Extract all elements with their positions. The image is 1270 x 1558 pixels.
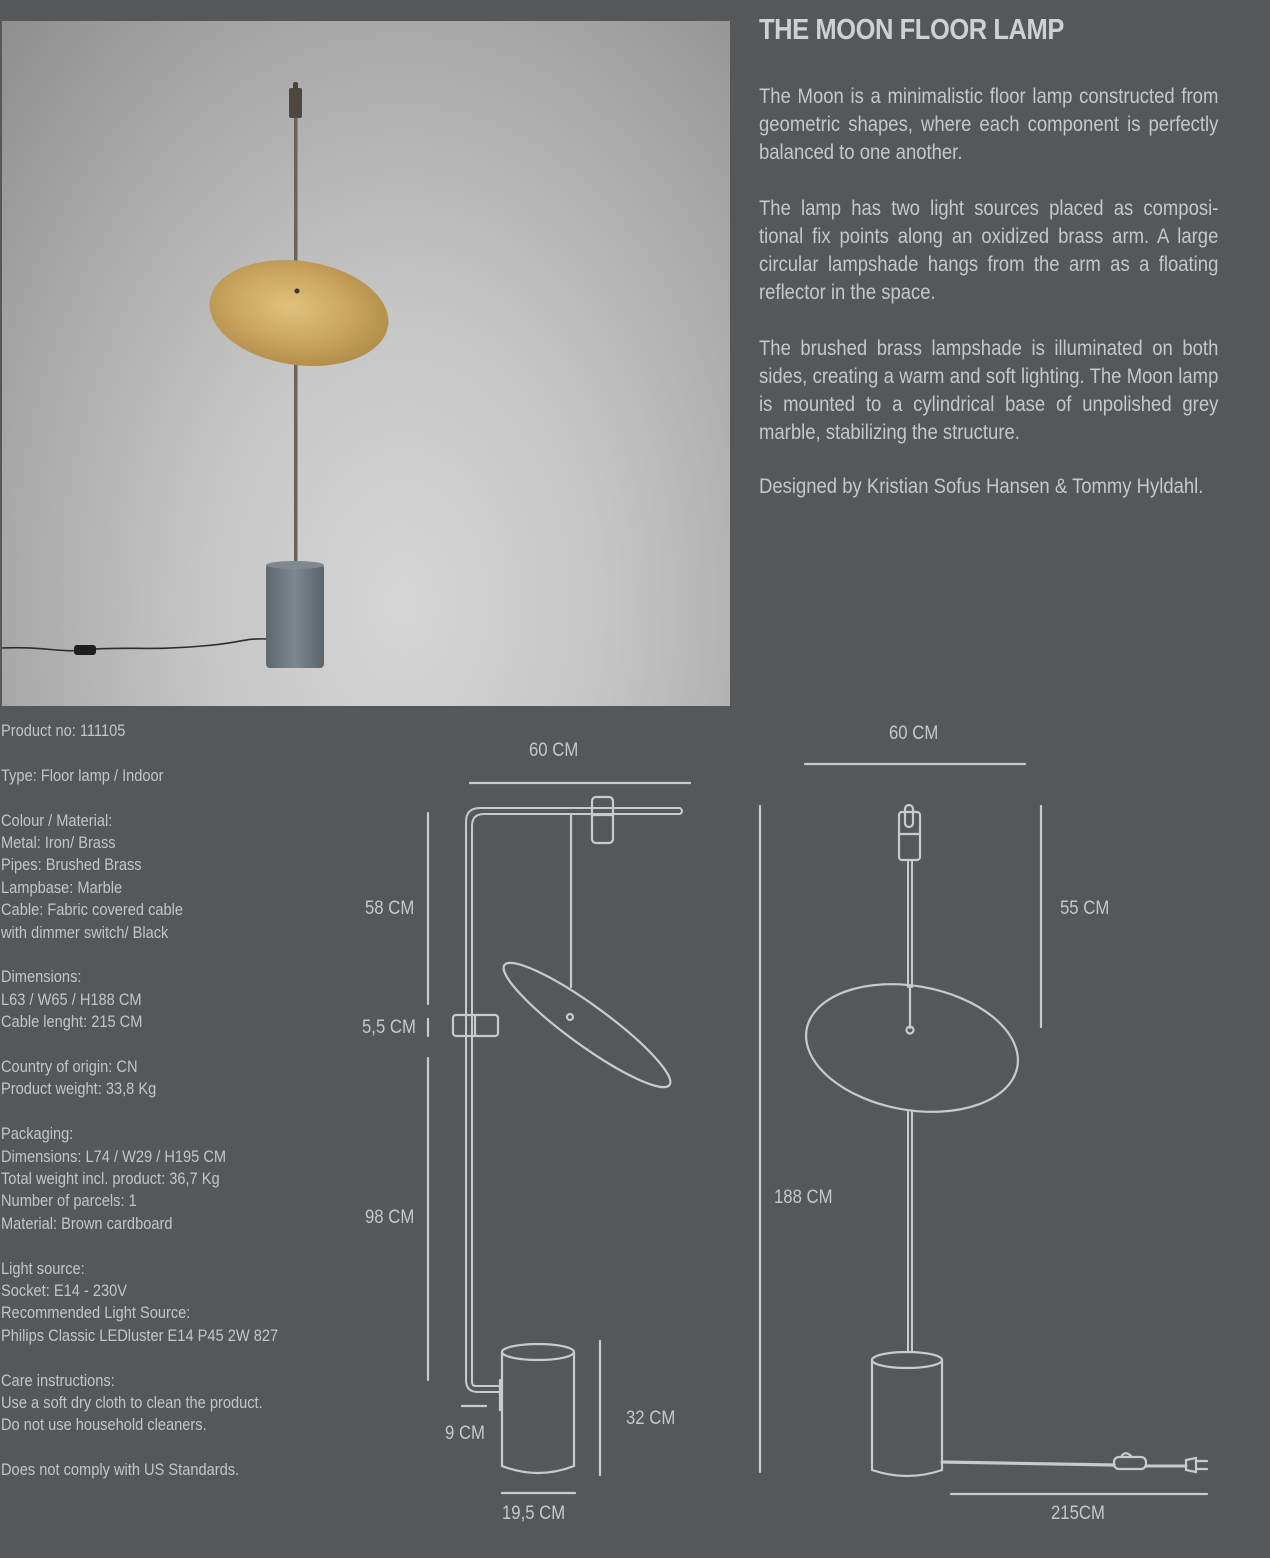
spec-line: Do not use household cleaners. [1,1415,207,1435]
front-top-light [899,812,920,860]
description-paragraph: The brushed brass lampshade is illuminated on both sides, creating a warm and soft lighting. The Moon lamp is mounted to a cylindrical base of unpolished grey marble, stabilizing the structure. [759,337,1219,444]
side-view-drawing [428,783,690,1493]
label-front-width: 60 CM [889,723,939,744]
spec-line: Country of origin: CN [1,1057,138,1077]
label-side-width: 60 CM [529,740,579,761]
spec-line: Cable: Fabric covered cable [1,900,184,920]
label-arm-offset: 9 CM [445,1423,485,1444]
spec-line: Product weight: 33,8 Kg [1,1079,157,1099]
spec-line: Packaging: [1,1124,74,1144]
spec-line: Product no: 111105 [1,721,126,740]
spec-line: Dimensions: [1,967,82,987]
spec-line: Dimensions: L74 / W29 / H195 CM [1,1146,227,1166]
side-top-light [592,797,613,843]
spec-line: Care instructions: [1,1370,115,1390]
front-lampshade [796,968,1028,1127]
label-cable-length: 215CM [1051,1503,1105,1524]
front-marble-base [872,1360,942,1476]
label-lower-height: 98 CM [365,1207,415,1228]
spec-line: Type: Floor lamp / Indoor [1,765,164,785]
page-title: THE MOON FLOOR LAMP [759,14,1064,46]
label-base-diameter: 19,5 CM [502,1503,566,1524]
front-dimmer-switch [1114,1457,1146,1469]
label-shade-drop: 55 CM [1060,898,1110,919]
spec-line: Colour / Material: [1,810,113,830]
spec-line: Does not comply with US Standards. [1,1460,240,1480]
spec-line: with dimmer switch/ Black [1,922,169,942]
spec-line: Pipes: Brushed Brass [1,855,142,875]
spec-line: L63 / W65 / H188 CM [1,989,142,1009]
description-paragraph: The Moon is a minimalistic floor lamp constructed from geometric shapes, where each component is perfectly balanced to one another. [759,85,1219,164]
front-cable [942,1462,1114,1465]
spec-line: Lampbase: Marble [1,877,123,897]
spec-line: Philips Classic LEDluster E14 P45 2W 827 [1,1325,279,1345]
spec-line: Material: Brown cardboard [1,1213,173,1233]
spec-line: Total weight incl. product: 36,7 Kg [1,1169,220,1189]
designer-credit: Designed by Kristian Sofus Hansen & Tommy Hyldahl. [759,475,1204,498]
spec-line: Cable lenght: 215 CM [1,1012,143,1032]
description-paragraph: The lamp has two light sources placed as composi-tional fix points along an oxidized brass arm. A large circular lampshade hangs from the arm as a floating reflector in the space. [759,197,1219,304]
front-view-drawing [760,764,1207,1494]
label-joint-height: 5,5 CM [362,1017,416,1038]
side-marble-base [502,1352,574,1473]
spec-line: Socket: E14 - 230V [1,1281,127,1301]
spec-line: Light source: [1,1258,85,1278]
label-upper-height: 58 CM [365,898,415,919]
label-base-height: 32 CM [626,1408,676,1429]
spec-line: Number of parcels: 1 [1,1191,137,1211]
spec-line: Recommended Light Source: [1,1303,191,1323]
side-arm-pipe [466,808,682,1386]
side-lampshade [493,949,682,1101]
front-plug-icon [1186,1458,1207,1472]
label-total-height: 188 CM [774,1187,833,1208]
spec-line: Use a soft dry cloth to clean the product. [1,1393,263,1413]
spec-line: Metal: Iron/ Brass [1,833,116,852]
